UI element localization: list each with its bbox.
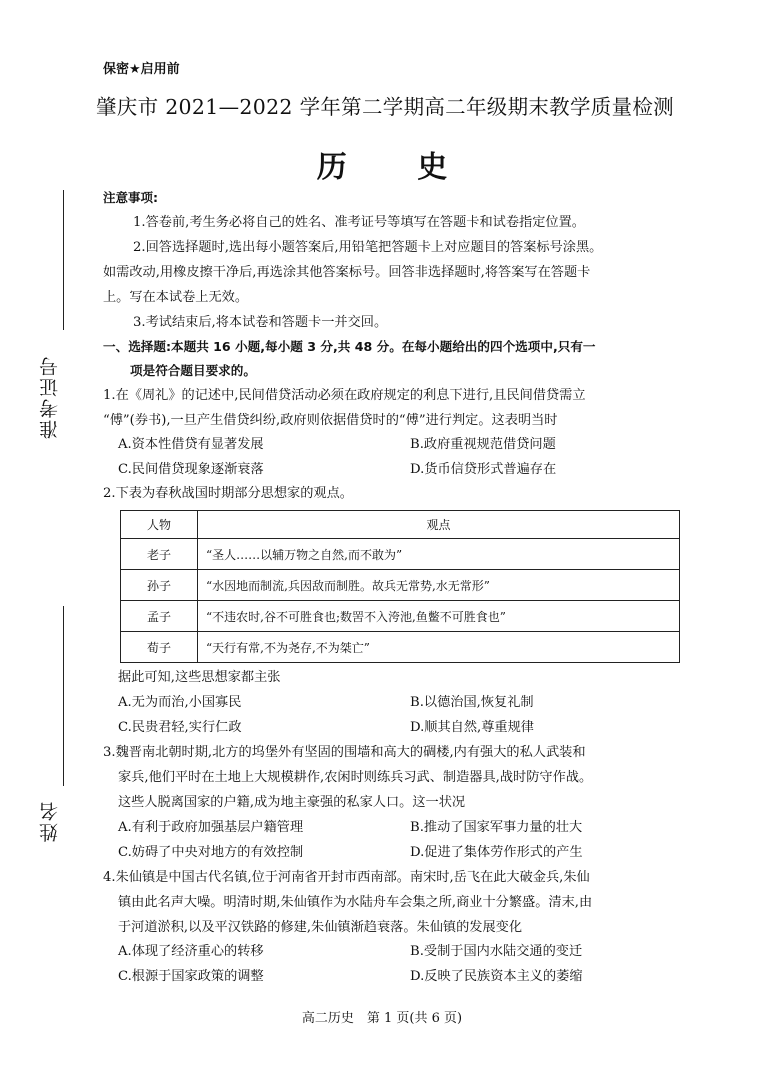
question-prompt: 据此可知,这些思想家都主张: [118, 670, 281, 685]
thinker-cell: 孟子: [121, 601, 198, 632]
view-cell: “不违农时,谷不可胜食也;数罟不入洿池,鱼鳖不可胜食也”: [198, 601, 680, 632]
thinker-cell: 孙子: [121, 570, 198, 601]
option-a: A.资本性借贷有显著发展: [118, 437, 264, 452]
option-c: C.民间借贷现象逐渐衰落: [118, 462, 264, 477]
question-stem: 4.朱仙镇是中国古代名镇,位于河南省开封市西南部。南宋时,岳飞在此大破金兵,朱仙: [103, 870, 590, 885]
name-label: 姓名: [39, 800, 61, 842]
option-c: C.民贵君轻,实行仁政: [118, 720, 242, 735]
view-cell: “水因地而制流,兵因敌而制胜。故兵无常势,水无常形”: [198, 570, 680, 601]
question-stem: 3.魏晋南北朝时期,北方的坞堡外有坚固的围墙和高大的碉楼,内有强大的私人武装和: [103, 745, 586, 760]
option-b: B.政府重视规范借贷问题: [410, 437, 556, 452]
question-stem: 这些人脱离国家的户籍,成为地主豪强的私家人口。这一状况: [118, 795, 466, 810]
question-stem: 2.下表为春秋战国时期部分思想家的观点。: [103, 486, 353, 501]
option-a: A.无为而治,小国寡民: [118, 695, 242, 710]
binding-line: [63, 606, 64, 786]
view-cell: “天行有常,不为尧存,不为桀亡”: [198, 632, 680, 663]
thinker-cell: 老子: [121, 539, 198, 570]
table-row: [121, 539, 680, 570]
option-a: A.有利于政府加强基层户籍管理: [118, 820, 304, 835]
table-row: [121, 570, 680, 601]
option-d: D.促进了集体劳作形式的产生: [410, 845, 583, 860]
option-d: D.货币信贷形式普遍存在: [410, 462, 557, 477]
table-header-row: [121, 511, 680, 539]
section-heading: 一、选择题:本题共 16 小题,每小题 3 分,共 48 分。在每小题给出的四个选项中,只有一: [103, 339, 596, 354]
option-b: B.受制于国内水陆交通的变迁: [410, 944, 583, 959]
exam-number-label: 准考证号: [39, 355, 61, 439]
option-b: B.推动了国家军事力量的壮大: [410, 820, 583, 835]
table-row: [121, 601, 680, 632]
question-stem: 1.在《周礼》的记述中,民间借贷活动必须在政府规定的利息下进行,且民间借贷需立: [103, 388, 586, 403]
option-b: B.以德治国,恢复礼制: [410, 695, 534, 710]
option-d: D.顺其自然,尊重规律: [410, 720, 534, 735]
thinker-cell: 荀子: [121, 632, 198, 663]
option-c: C.根源于国家政策的调整: [118, 969, 264, 984]
option-d: D.反映了民族资本主义的萎缩: [410, 969, 583, 984]
notice-heading: 注意事项:: [103, 190, 158, 205]
confidential-mark: 保密★启用前: [103, 62, 180, 77]
table-header-cell: 观点: [198, 511, 680, 539]
question-stem: 镇由此名声大噪。明清时期,朱仙镇作为水陆舟车会集之所,商业十分繁盛。清末,由: [118, 895, 593, 910]
notice-item: 如需改动,用橡皮擦干净后,再选涂其他答案标号。回答非选择题时,将答案写在答题卡: [103, 265, 591, 280]
notice-item: 上。写在本试卷上无效。: [103, 290, 249, 305]
question-stem: “傅”(券书),一旦产生借贷纠纷,政府则依据借贷时的“傅”进行判定。这表明当时: [103, 413, 558, 428]
page-footer: 高二历史 第 1 页(共 6 页): [301, 1011, 463, 1026]
binding-line: [63, 190, 64, 330]
exam-title: 肇庆市 2021—2022 学年第二学期高二年级期末教学质量检测: [96, 95, 674, 119]
question-stem: 于河道淤积,以及平汉铁路的修建,朱仙镇渐趋衰落。朱仙镇的发展变化: [118, 920, 523, 935]
thinkers-table: [120, 510, 680, 663]
notice-item: 1.答卷前,考生务必将自己的姓名、准考证号等填写在答题卡和试卷指定位置。: [133, 215, 585, 230]
subject-title: 历 史: [316, 150, 478, 185]
notice-item: 3.考试结束后,将本试卷和答题卡一并交回。: [133, 315, 388, 330]
question-stem: 家兵,他们平时在土地上大规模耕作,农闲时则练兵习武、制造器具,战时防守作战。: [118, 770, 593, 785]
notice-item: 2.回答选择题时,选出每小题答案后,用铅笔把答题卡上对应题目的答案标号涂黑。: [133, 240, 603, 255]
section-heading-cont: 项是符合题目要求的。: [130, 363, 256, 378]
option-a: A.体现了经济重心的转移: [118, 944, 264, 959]
option-c: C.妨碍了中央对地方的有效控制: [118, 845, 304, 860]
view-cell: “圣人……以辅万物之自然,而不敢为”: [198, 539, 680, 570]
table-row: [121, 632, 680, 663]
table-header-cell: 人物: [121, 511, 198, 539]
